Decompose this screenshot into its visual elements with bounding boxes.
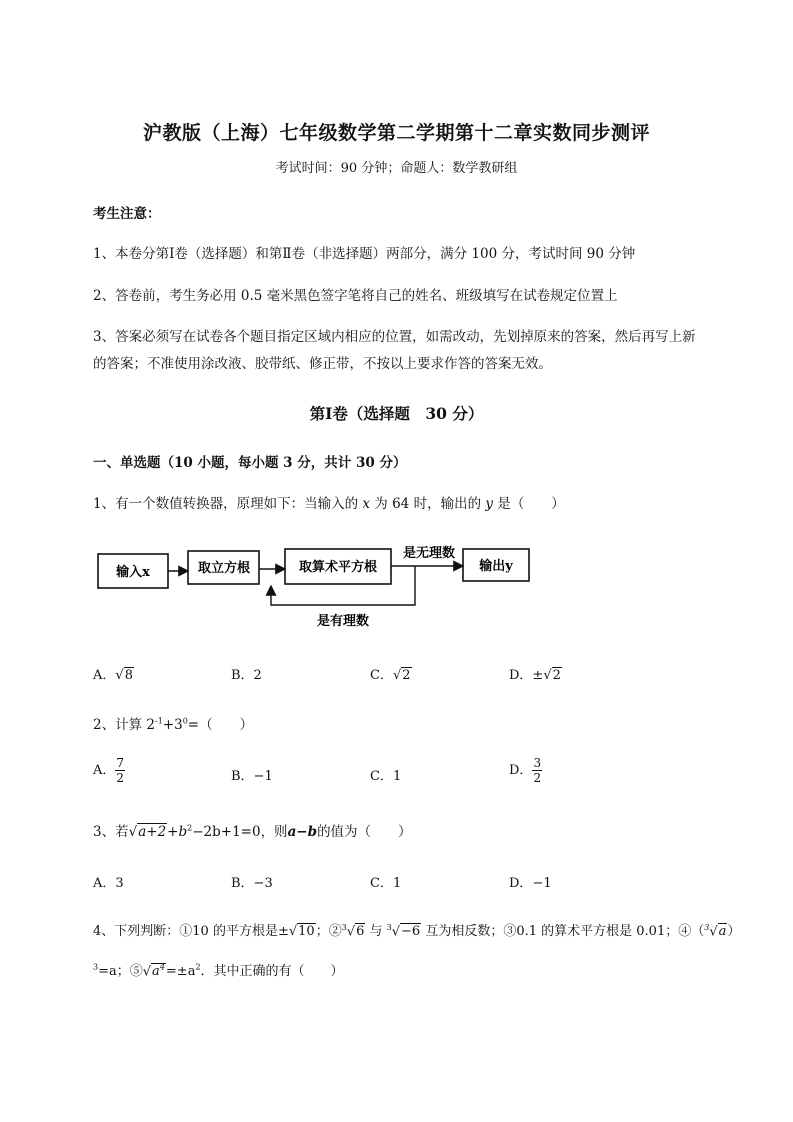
q4-text-f: =a；⑤	[98, 964, 143, 979]
q2-option-c[interactable]: C．1	[370, 769, 402, 784]
q4-cbrt-index-3: 3	[704, 922, 710, 932]
converter-diagram	[93, 535, 543, 635]
q2-text-post: =（ ）	[187, 717, 254, 733]
q2-text-pre: 2、计算 2	[93, 717, 155, 733]
notice-item-1: 1、本卷分第Ⅰ卷（选择题）和第Ⅱ卷（非选择题）两部分，满分 100 分，考试时间 90 分钟	[93, 246, 636, 262]
q2-option-a-numerator: 7	[116, 756, 125, 770]
q2-option-d-label: D．	[509, 763, 533, 778]
q2-option-d[interactable]	[509, 756, 542, 785]
q1-text-post: 是（ ）	[493, 496, 565, 512]
q1-option-a-label: A．	[93, 668, 116, 683]
q3-radicand: a+2	[138, 824, 167, 840]
q1-option-a-radicand: 8	[124, 668, 133, 683]
q2-option-d-denominator: 2	[533, 771, 542, 785]
q1-option-c-radicand: 2	[402, 668, 411, 683]
exam-info: 考试时间：90 分钟；命题人：数学教研组	[275, 161, 518, 176]
q3-option-c[interactable]: C．1	[370, 876, 402, 891]
q1-option-a[interactable]: A．√8	[93, 668, 133, 683]
question-1	[93, 492, 565, 512]
q1-var-y: y	[485, 496, 493, 512]
q4-cbrt-index-1: 3	[341, 922, 347, 932]
irrational-label: 是无理数	[402, 546, 456, 561]
q4-text-h: ．其中正确的有（ ）	[200, 964, 344, 979]
part-title: 一、单选题（10 小题，每小题 3 分，共计 30 分）	[93, 455, 407, 471]
q3-option-b[interactable]: B．−3	[231, 876, 273, 891]
notice-item-2: 2、答卷前，考生务必用 0.5 毫米黑色签字笔将自己的姓名、班级填写在试卷规定位置上	[93, 288, 618, 304]
q2-option-d-numerator: 3	[533, 756, 542, 770]
cuberoot-box-label: 取立方根	[197, 561, 251, 576]
q1-option-c-label: C．	[370, 668, 393, 683]
q3-text-pre: 3、若	[93, 824, 129, 840]
q4-radicand-a: a	[718, 924, 727, 939]
q2-option-a-denominator: 2	[116, 771, 125, 785]
section-title: 第Ⅰ卷（选择题 30 分）	[309, 404, 484, 423]
rational-label: 是有理数	[316, 614, 370, 629]
question-4-line-1: 4、下列判断：①10 的平方根是±√10；②$^3$√6 与 $^3$√−6 互为相反数；③0.1 的算术平方根是 0.01；④（$^3$√a）	[93, 922, 741, 939]
q3-text-post: 的值为（ ）	[317, 824, 412, 840]
q3-option-a[interactable]: A．3	[93, 876, 124, 891]
q1-option-c[interactable]: C．√2	[370, 668, 411, 683]
q2-option-a[interactable]	[93, 756, 125, 785]
q2-text-mid: +3	[162, 717, 183, 733]
input-box-label: 输入x	[116, 565, 150, 580]
q4-text-b: ；②	[315, 924, 342, 939]
q1-var-x: x	[362, 496, 371, 512]
question-3: 3、若$√a+2+b^2-2b+1=0$，则a−b的值为（ ）	[93, 823, 412, 840]
sqrt-box-label: 取算术平方根	[298, 560, 378, 575]
q4-radicand-a4: a	[152, 964, 160, 979]
q4-radicand-10: 10	[298, 924, 315, 939]
q2-option-a-label: A．	[93, 763, 116, 778]
q4-cbrt-index-2: 3	[386, 922, 392, 932]
q2-option-b[interactable]: B．−1	[231, 769, 273, 784]
notice-heading: 考生注意：	[93, 206, 161, 222]
q3-equation-rest: −2b+1=0，则	[192, 824, 288, 840]
q2-exponent-1: -1	[154, 716, 163, 726]
q4-exponent-2: 2	[195, 962, 201, 972]
q4-radicand-6: 6	[356, 924, 365, 939]
q4-exponent-4: 4	[159, 962, 165, 972]
q3-expression: a−b	[287, 824, 318, 840]
notice-item-3-line-1: 3、答案必须写在试卷各个题目指定区域内相应的位置，如需改动，先划掉原来的答案，然后再写上新	[93, 329, 696, 345]
q4-radicand-neg6: −6	[401, 924, 421, 939]
q3-option-d[interactable]: D．−1	[509, 876, 552, 891]
q1-text-pre: 1、有一个数值转换器，原理如下：当输入的	[93, 496, 363, 512]
page-title: 沪教版（上海）七年级数学第二学期第十二章实数同步测评	[142, 122, 650, 144]
output-box-label: 输出y	[479, 559, 513, 574]
notice-item-3-line-2: 的答案；不准使用涂改液、胶带纸、修正带，不按以上要求作答的答案无效。	[93, 356, 552, 372]
q4-text-c: 与	[365, 924, 387, 939]
q1-option-b[interactable]: B．2	[231, 668, 262, 683]
q1-option-d-label: D．±	[509, 668, 544, 683]
q1-text-mid: 为 64 时，输出的	[370, 496, 486, 512]
q4-cube-exponent: 3	[93, 962, 99, 972]
question-4-line-2: $^3$=a；$⑤√a^4=\pm a^2$．其中正确的有（ ）	[93, 962, 344, 979]
q4-text-g: =±a	[165, 964, 196, 979]
question-2	[93, 713, 253, 733]
q1-option-d[interactable]: D．±√2	[509, 668, 561, 683]
q4-text-a: 4、下列判断：①10 的平方根是±	[93, 924, 289, 939]
q4-text-d: 互为相反数；③0.1 的算术平方根是 0.01；④（	[421, 924, 705, 939]
q4-text-e: ）	[727, 924, 741, 939]
q2-exponent-2: 0	[182, 716, 188, 726]
q3-equation-plus: +b	[167, 824, 188, 840]
q1-option-d-radicand: 2	[552, 668, 561, 683]
q3-exponent: 2	[187, 823, 193, 833]
